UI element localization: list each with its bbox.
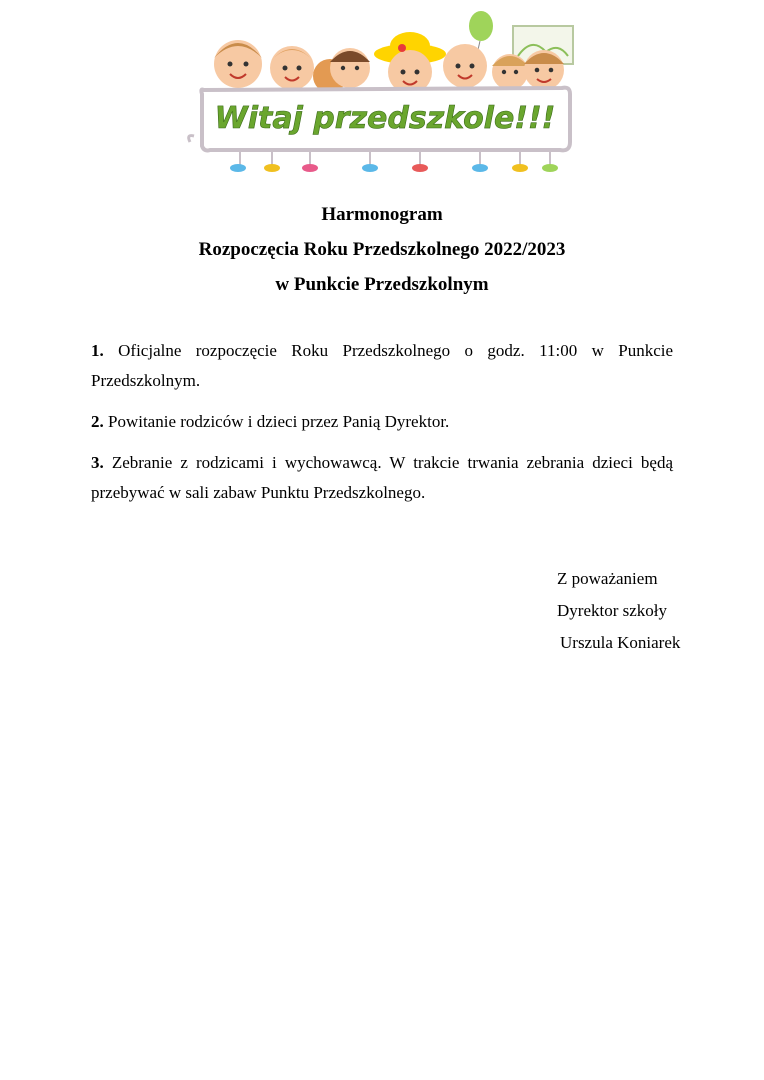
welcome-banner-image [180,6,590,176]
schedule-list [91,336,673,519]
schedule-item-1 [91,336,673,396]
item-number: 1. [91,341,104,360]
signature-name: Urszula Koniarek [560,633,681,652]
schedule-item-3 [91,448,673,508]
kids-holding-sign-illustration [180,6,590,176]
signature-closing: Z poważaniem [557,569,658,588]
heading-line-2: Rozpoczęcia Roku Przedszkolnego 2022/2023 [198,239,566,260]
item-number: 3. [91,453,104,472]
heading-line-3: w Punkcie Przedszkolnym [275,274,489,295]
item-text: Powitanie rodziców i dzieci przez Panią Dyrektor. [108,412,450,431]
item-text: Oficjalne rozpoczęcie Roku Przedszkolnego o godz. 11:00 w Punkcie Przedszkolnym. [91,341,674,390]
item-text: Zebranie z rodzicami i wychowawcą. W trakcie trwania zebrania dzieci będą przebywać w sali zabaw Punktu Przedszkolnego. [91,453,674,502]
schedule-item-2 [91,407,673,437]
heading-line-1: Harmonogram [321,204,443,225]
banner-text: Witaj przedszkole!!! [214,101,556,136]
item-number: 2. [91,412,104,431]
signature-block [557,563,680,659]
signature-role: Dyrektor szkoły [557,601,668,620]
child-figures [214,32,564,94]
document-heading [0,197,764,302]
